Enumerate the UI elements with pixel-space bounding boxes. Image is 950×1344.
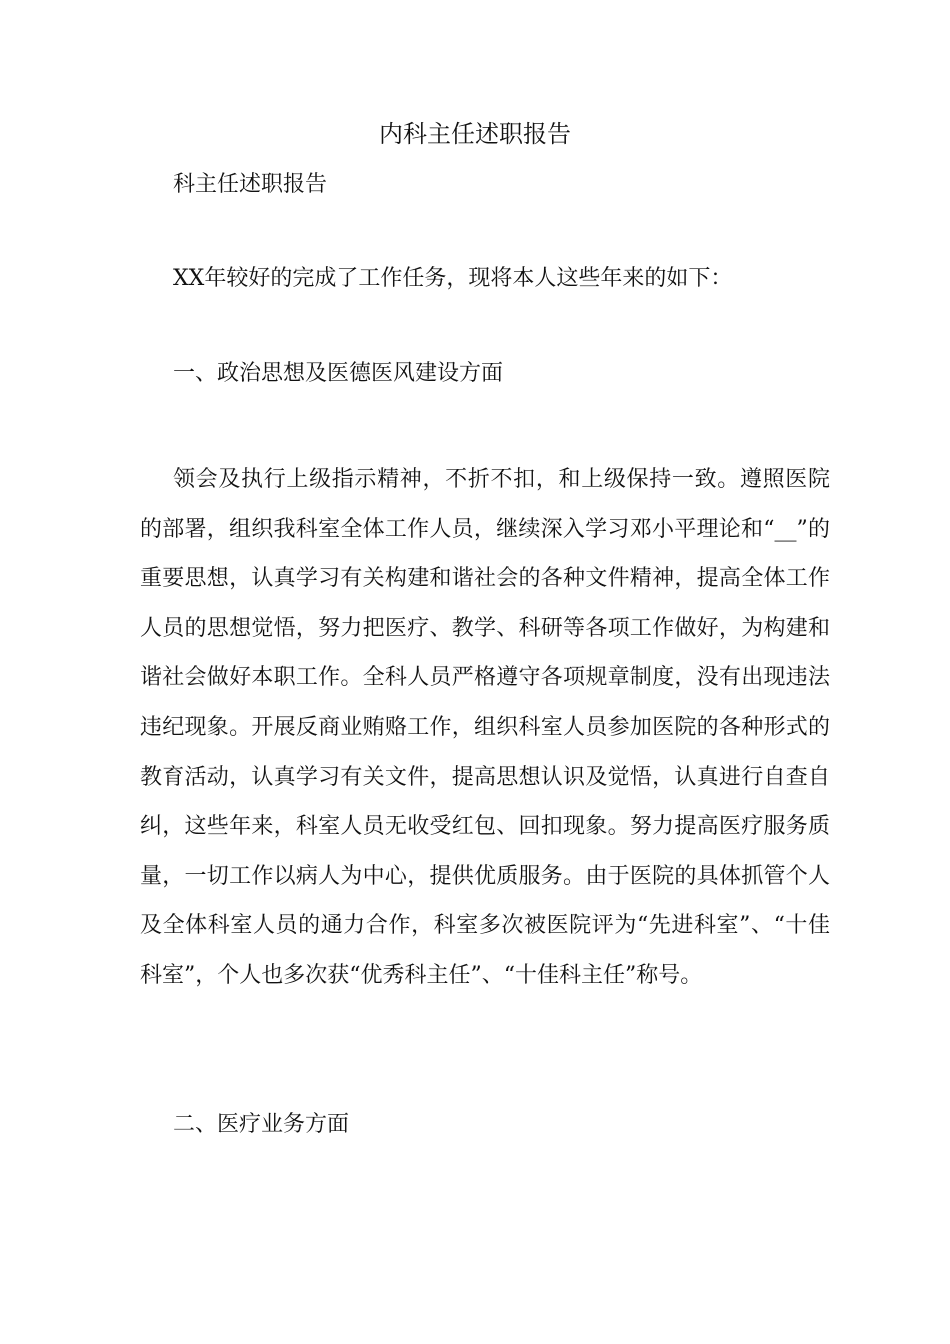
document-title: 内科主任述职报告: [379, 120, 571, 148]
section-heading-1: 一、政治思想及医德医风建设方面: [173, 361, 504, 386]
section-heading-2: 二、医疗业务方面: [173, 1112, 350, 1137]
document-subtitle: 科主任述职报告: [173, 172, 328, 197]
section-1-paragraph: 领会及执行上级指示精神，不折不扣，和上级保持一致。遵照医院的部署，组织我科室全体工作人员，继续深入学习邓小平理论和“__”的重要思想，认真学习有关构建和谐社会的各种文件精神，提高全体工作人员的思想觉悟，努力把医疗、教学、科研等各项工作做好，为构建和谐社会做好本职工作。全科人员严格遵守各项规章制度，没有出现违法违纪现象。开展反商业贿赂工作，组织科室人员参加医院的各种形式的教育活动，认真学习有关文件，提高思想认识及觉悟，认真进行自查自纠，这些年来，科室人员无收受红包、回扣现象。努力提高医疗服务质量，一切工作以病人为中心，提供优质服务。由于医院的具体抓管个人及全体科室人员的通力合作，科室多次被医院评为“先进科室”、“十佳科室”，个人也多次获“优秀科主任”、“十佳科主任”称号。: [140, 467, 830, 988]
intro-paragraph: XX年较好的完成了工作任务，现将本人这些年来的如下：: [173, 266, 733, 291]
